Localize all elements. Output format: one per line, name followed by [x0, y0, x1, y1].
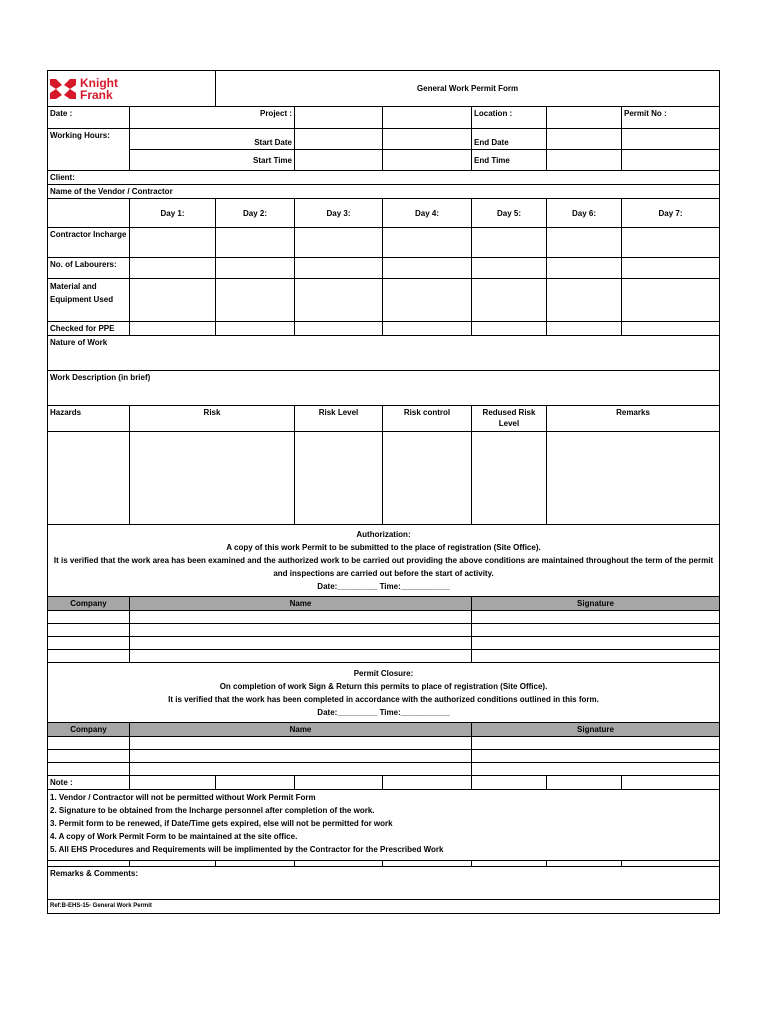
daily-cell[interactable]: [216, 228, 295, 258]
closure-datetime: Date:_________ Time:___________: [317, 707, 450, 717]
client-label: Client:: [48, 171, 720, 185]
name-header: Name: [130, 597, 472, 611]
reference-code: Ref:B-EHS-15- General Work Permit: [48, 900, 720, 914]
end-date-value[interactable]: [547, 129, 622, 150]
brand-line2: Frank: [80, 87, 113, 102]
daily-cell[interactable]: [547, 258, 622, 279]
daily-cell[interactable]: [295, 228, 383, 258]
daily-cell[interactable]: [622, 279, 720, 322]
daily-cell[interactable]: [547, 322, 622, 336]
vendor-label: Name of the Vendor / Contractor: [48, 185, 720, 199]
risk-control-cell[interactable]: [383, 432, 472, 525]
daily-cell[interactable]: [216, 322, 295, 336]
end-time-label: End Time: [472, 150, 547, 171]
logo-cell: [48, 71, 216, 107]
nature-of-work-field[interactable]: Nature of Work: [48, 336, 720, 371]
signature-cell[interactable]: [472, 611, 720, 624]
daily-cell[interactable]: [622, 228, 720, 258]
end-date-extra[interactable]: [622, 129, 720, 150]
location-value[interactable]: [547, 107, 622, 129]
hazards-header: Hazards: [48, 406, 130, 432]
risk-control-header: Risk control: [383, 406, 472, 432]
brand-line1: Knight: [80, 75, 118, 90]
company-header: Company: [48, 723, 130, 737]
daily-cell[interactable]: [383, 228, 472, 258]
daily-cell[interactable]: [472, 322, 547, 336]
company-cell[interactable]: [48, 624, 130, 637]
daily-cell[interactable]: [472, 279, 547, 322]
daily-cell[interactable]: [130, 258, 216, 279]
material-equipment-label: Material and Equipment Used: [48, 279, 130, 322]
daily-cell[interactable]: [216, 279, 295, 322]
note-cell: [622, 776, 720, 790]
closure-line1: On completion of work Sign & Return this permits to place of registration (Site Office).: [219, 681, 548, 691]
signature-header: Signature: [472, 597, 720, 611]
name-cell[interactable]: [130, 650, 472, 663]
work-description-field[interactable]: Work Description (in brief): [48, 371, 720, 406]
knight-frank-logo: [50, 77, 213, 101]
start-date-label: Start Date: [130, 129, 295, 150]
note-cell: [130, 776, 216, 790]
daily-cell[interactable]: [295, 279, 383, 322]
authorization-title: Authorization:: [356, 530, 411, 539]
note-cell: [216, 776, 295, 790]
project-value[interactable]: [295, 107, 383, 129]
day-6-header: Day 6:: [547, 199, 622, 228]
daily-cell[interactable]: [130, 228, 216, 258]
company-cell[interactable]: [48, 650, 130, 663]
company-cell[interactable]: [48, 611, 130, 624]
risk-cell[interactable]: [130, 432, 295, 525]
reduced-risk-cell[interactable]: [472, 432, 547, 525]
signature-cell[interactable]: [472, 750, 720, 763]
remarks-cell[interactable]: [547, 432, 720, 525]
form-title: General Work Permit Form: [216, 71, 720, 107]
signature-cell[interactable]: [472, 650, 720, 663]
name-cell[interactable]: [130, 624, 472, 637]
ppe-label: Checked for PPE: [48, 322, 130, 336]
note-cell: [295, 776, 383, 790]
note-cell: [547, 776, 622, 790]
daily-cell[interactable]: [130, 322, 216, 336]
day-4-header: Day 4:: [383, 199, 472, 228]
day-3-header: Day 3:: [295, 199, 383, 228]
authorization-line1: A copy of this work Permit to be submitted to the place of registration (Site Office).: [226, 543, 541, 552]
daily-cell[interactable]: [383, 279, 472, 322]
authorization-datetime: Date:_________ Time:___________: [317, 582, 450, 591]
daily-cell[interactable]: [130, 279, 216, 322]
hazards-cell[interactable]: [48, 432, 130, 525]
permit-no-label: Permit No :: [622, 107, 720, 129]
start-date-value[interactable]: [295, 129, 383, 150]
start-date-extra[interactable]: [383, 129, 472, 150]
closure-title: Permit Closure:: [353, 668, 414, 678]
start-time-label: Start Time: [130, 150, 295, 171]
company-header: Company: [48, 597, 130, 611]
name-cell[interactable]: [130, 637, 472, 650]
note-item: 2. Signature to be obtained from the Incharge personnel after completion of the work.: [50, 806, 375, 815]
remarks-header: Remarks: [547, 406, 720, 432]
date-label: Date :: [48, 107, 130, 129]
name-header: Name: [130, 723, 472, 737]
closure-line2: It is verified that the work has been completed in accordance with the authorized conditions outlined in this form.: [168, 694, 599, 704]
day-7-header: Day 7:: [622, 199, 720, 228]
company-cell[interactable]: [48, 763, 130, 776]
end-time-value[interactable]: [547, 150, 622, 171]
contractor-incharge-label: Contractor Incharge: [48, 228, 130, 258]
signature-cell[interactable]: [472, 637, 720, 650]
working-hours-label: Working Hours:: [48, 129, 130, 171]
end-date-label: End Date: [472, 129, 547, 150]
permit-table: [47, 70, 720, 914]
name-cell[interactable]: [130, 737, 472, 750]
name-cell[interactable]: [130, 611, 472, 624]
project-label: Project :: [130, 107, 295, 129]
risk-level-header: Risk Level: [295, 406, 383, 432]
day-5-header: Day 5:: [472, 199, 547, 228]
daily-cell[interactable]: [472, 228, 547, 258]
company-cell[interactable]: [48, 750, 130, 763]
reduced-risk-header: Redused Risk Level: [472, 406, 547, 432]
closure-block: [48, 663, 720, 723]
signature-cell[interactable]: [472, 763, 720, 776]
end-time-extra[interactable]: [622, 150, 720, 171]
risk-header: Risk: [130, 406, 295, 432]
signature-cell[interactable]: [472, 624, 720, 637]
start-time-value[interactable]: [295, 150, 383, 171]
labourers-label: No. of Labourers:: [48, 258, 130, 279]
signature-cell[interactable]: [472, 737, 720, 750]
project-extra[interactable]: [383, 107, 472, 129]
daily-cell[interactable]: [383, 322, 472, 336]
daily-cell[interactable]: [472, 258, 547, 279]
note-item: 4. A copy of Work Permit Form to be maintained at the site office.: [50, 832, 298, 841]
location-label: Location :: [472, 107, 547, 129]
note-cell: [383, 776, 472, 790]
risk-level-cell[interactable]: [295, 432, 383, 525]
work-permit-form: [47, 70, 719, 914]
daily-cell[interactable]: [547, 279, 622, 322]
day-1-header: Day 1:: [130, 199, 216, 228]
remarks-comments-field[interactable]: Remarks & Comments:: [48, 867, 720, 900]
company-cell[interactable]: [48, 637, 130, 650]
day-2-header: Day 2:: [216, 199, 295, 228]
authorization-line2: It is verified that the work area has been examined and the authorized work to be carried out providing the above conditions are maintained throughout the term of the permit and inspections are carried out before the start of activity.: [53, 556, 714, 578]
notes-block: [48, 790, 720, 861]
name-cell[interactable]: [130, 750, 472, 763]
signature-header: Signature: [472, 723, 720, 737]
authorization-block: [48, 525, 720, 597]
name-cell[interactable]: [130, 763, 472, 776]
note-item: 1. Vendor / Contractor will not be permitted without Work Permit Form: [50, 793, 316, 802]
note-item: 5. All EHS Procedures and Requirements will be implimented by the Contractor for the Prescribed Work: [50, 845, 444, 854]
daily-cell[interactable]: [295, 322, 383, 336]
daily-cell[interactable]: [383, 258, 472, 279]
start-time-extra[interactable]: [383, 150, 472, 171]
days-blank: [48, 199, 130, 228]
daily-cell[interactable]: [622, 322, 720, 336]
daily-cell[interactable]: [622, 258, 720, 279]
daily-cell[interactable]: [547, 228, 622, 258]
company-cell[interactable]: [48, 737, 130, 750]
note-item: 3. Permit form to be renewed, if Date/Time gets expired, else will not be permitted for work: [50, 819, 393, 828]
note-cell: [472, 776, 547, 790]
note-label: Note :: [48, 776, 130, 790]
knight-frank-logo-icon: [50, 77, 76, 101]
daily-cell[interactable]: [216, 258, 295, 279]
daily-cell[interactable]: [295, 258, 383, 279]
